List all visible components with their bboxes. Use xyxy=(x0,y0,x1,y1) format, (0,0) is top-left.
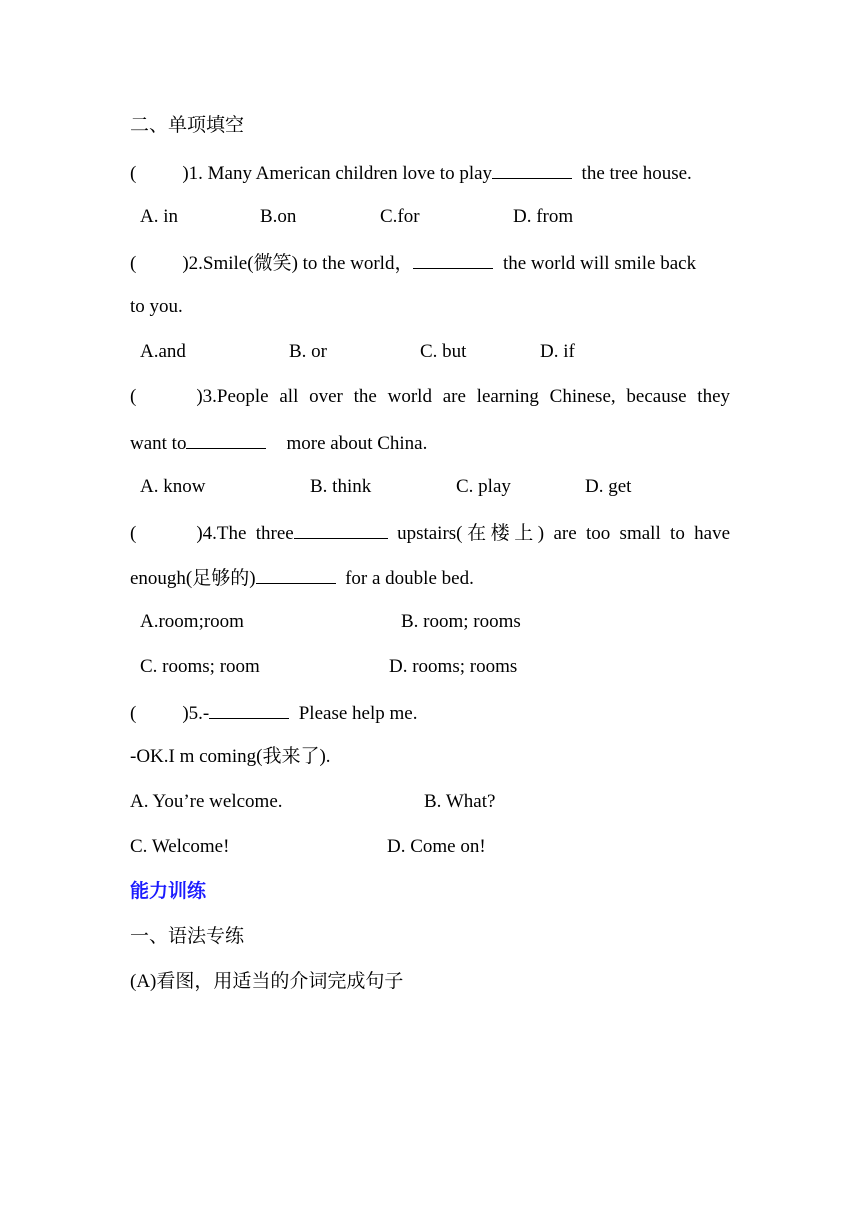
question-4-stem: ( )4.The three upstairs(在楼上) are too small to have xyxy=(130,520,730,546)
subsection-a-instruction: (A)看图，用适当的介词完成句子 xyxy=(130,971,404,992)
question-5-stem: ( )5.- Please help me. xyxy=(130,700,417,726)
option-d[interactable]: D. Come on! xyxy=(387,836,486,857)
answer-blank[interactable] xyxy=(294,520,388,539)
option-d[interactable]: D. if xyxy=(540,341,575,362)
ability-training-heading: 能力训练 xyxy=(130,881,207,902)
option-c[interactable]: C. play xyxy=(456,476,511,497)
question-5-reply: -OK.I m coming(我来了). xyxy=(130,746,331,767)
section-title: 二、单项填空 xyxy=(130,115,245,136)
option-b[interactable]: B. What? xyxy=(424,791,496,812)
option-a[interactable]: A. in xyxy=(140,206,178,227)
option-c[interactable]: C.for xyxy=(380,206,420,227)
answer-blank[interactable] xyxy=(186,430,266,449)
question-2-continuation: to you. xyxy=(130,296,183,317)
answer-blank[interactable] xyxy=(413,250,493,269)
answer-blank[interactable] xyxy=(256,565,336,584)
option-b[interactable]: B. room; rooms xyxy=(401,611,521,632)
option-d[interactable]: D. rooms; rooms xyxy=(389,656,518,677)
option-a[interactable]: A. You’re welcome. xyxy=(130,791,283,812)
option-c[interactable]: C. but xyxy=(420,341,467,362)
grammar-section-title: 一、语法专练 xyxy=(130,926,245,947)
option-d[interactable]: D. get xyxy=(585,476,632,497)
option-b[interactable]: B. think xyxy=(310,476,372,497)
question-3-stem: ( )3.People all over the world are learning Chinese, because they xyxy=(130,386,730,407)
question-4-continuation: enough(足够的) for a double bed. xyxy=(130,565,474,591)
answer-blank[interactable] xyxy=(492,160,572,179)
option-c[interactable]: C. rooms; room xyxy=(140,656,260,677)
option-d[interactable]: D. from xyxy=(513,206,574,227)
answer-blank[interactable] xyxy=(209,700,289,719)
option-a[interactable]: A.and xyxy=(140,341,186,362)
option-c[interactable]: C. Welcome! xyxy=(130,836,230,857)
option-a[interactable]: A. know xyxy=(140,476,206,497)
question-3-continuation: want to more about China. xyxy=(130,430,427,456)
option-b[interactable]: B.on xyxy=(260,206,297,227)
question-2-stem: ( )2.Smile(微笑) to the world， the world will smile back xyxy=(130,250,696,276)
option-b[interactable]: B. or xyxy=(289,341,327,362)
question-1-stem: ( )1. Many American children love to play the tree house. xyxy=(130,160,692,186)
option-a[interactable]: A.room;room xyxy=(140,611,244,632)
